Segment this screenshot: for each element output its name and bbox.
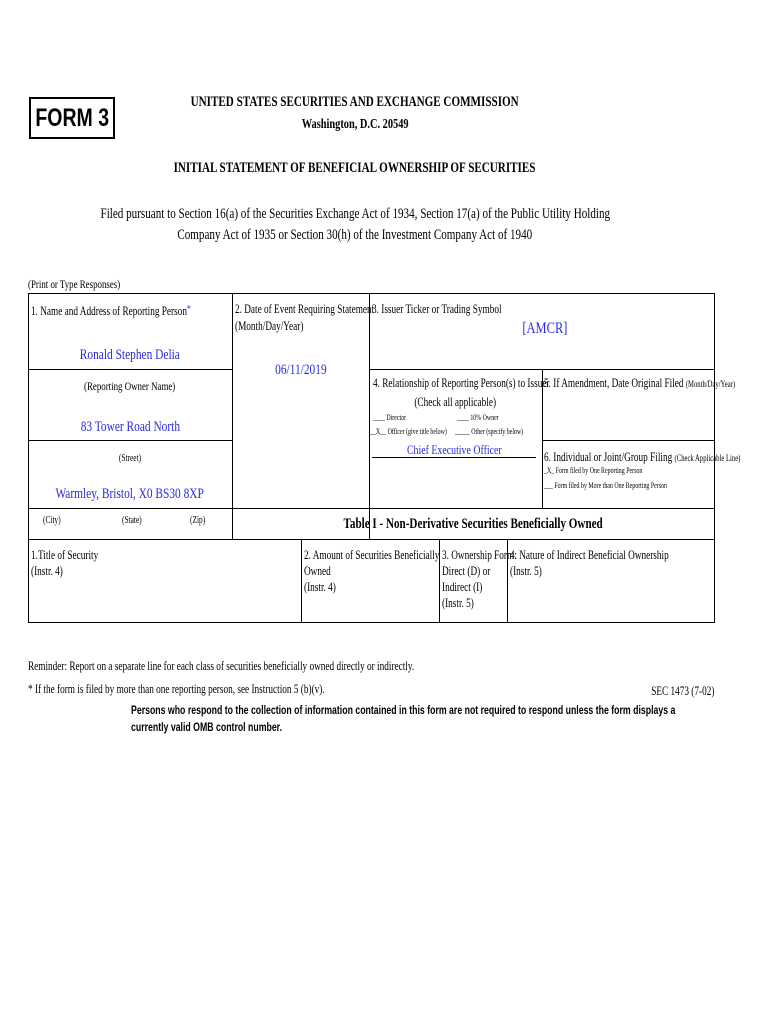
col-ownership-line: Direct (D) or (442, 564, 491, 578)
reminder-note: Reminder: Report on a separate line for each class of securities beneficially owned directly or indirectly. (28, 659, 415, 673)
form-title-wrap (0, 159, 710, 177)
zip-caption: (Zip) (190, 515, 206, 526)
multiple-reporting-persons-option[interactable]: ___ Form filed by More than One Reporting Person (544, 481, 667, 490)
box1-label: 1. Name and Address of Reporting Person (31, 304, 187, 318)
table1-title-wrap (232, 515, 714, 533)
omb-notice-line2: currently valid OMB control number. (131, 722, 283, 734)
reporting-owner-name-wrap (28, 346, 232, 364)
agency-wrap (0, 93, 710, 111)
box4-label-line1: 4. Relationship of Reporting Person(s) to Issuer (373, 376, 550, 390)
ten-percent-owner-option[interactable]: ____ 10% Owner (457, 413, 499, 422)
box2-label-line2: (Month/Day/Year) (235, 319, 304, 333)
col-title-line: 1.Title of Security (31, 548, 99, 562)
filed-pursuant-1-wrap (0, 205, 710, 223)
event-date: 06/11/2019 (274, 362, 327, 378)
col-title-line: (Instr. 4) (31, 564, 63, 578)
ticker-value-wrap (470, 320, 620, 338)
officer-option[interactable]: __X__ Officer (give title below) (370, 427, 447, 436)
street-caption-wrap (28, 448, 232, 466)
sec-code-wrap (600, 682, 714, 700)
form-title: INITIAL STATEMENT OF BENEFICIAL OWNERSHIP OF SECURITIES (174, 160, 536, 176)
street-caption: (Street) (118, 453, 142, 464)
box2-label-line1: 2. Date of Event Requiring Statement (235, 302, 375, 316)
location-wrap (0, 115, 710, 133)
col-amount-line: Owned (304, 564, 331, 578)
table1-col-nature (510, 547, 669, 579)
box5-label-small: (Month/Day/Year) (685, 379, 736, 389)
col-ownership-line: (Instr. 5) (442, 596, 474, 610)
box5-label-wrap (544, 376, 735, 391)
box6-label-wrap (544, 450, 740, 465)
col-ownership-line: 3. Ownership Form: (442, 548, 517, 562)
director-option[interactable]: ____ Director (373, 413, 407, 422)
footnote: * If the form is filed by more than one reporting person, see Instruction 5 (b)(v). (28, 682, 325, 696)
city-line: Warmley, Bristol, X0 BS30 8XP (55, 486, 205, 502)
city-caption: (City) (43, 515, 61, 526)
name-caption-wrap (28, 377, 232, 395)
form-label: FORM 3 (35, 103, 109, 132)
other-option[interactable]: _____ Other (specify below) (455, 427, 524, 436)
filed-pursuant-line1: Filed pursuant to Section 16(a) of the Securities Exchange Act of 1934, Section 17(a) of the Public Utility Holding (100, 206, 610, 222)
print-note: (Print or Type Responses) (28, 277, 121, 291)
col-amount-line: 2. Amount of Securities Beneficially (304, 548, 440, 562)
box6-label-small: (Check Applicable Line) (674, 453, 741, 463)
location: Washington, D.C. 20549 (301, 117, 409, 132)
street-value-wrap (28, 418, 232, 436)
col-ownership-line: Indirect (I) (442, 580, 483, 594)
reporting-owner-name: Ronald Stephen Delia (79, 347, 181, 363)
table1-title: Table I - Non-Derivative Securities Beneficially Owned (343, 516, 603, 532)
omb-notice-line1: Persons who respond to the collection of information contained in this form are not required to respond unless the form displays a (131, 705, 676, 717)
box6-label: 6. Individual or Joint/Group Filing (544, 450, 673, 464)
col-amount-line: (Instr. 4) (304, 580, 336, 594)
officer-title-wrap (372, 441, 536, 459)
city-line-wrap (28, 485, 232, 503)
street-value: 83 Tower Road North (80, 419, 180, 435)
name-caption: (Reporting Owner Name) (84, 379, 176, 393)
state-caption: (State) (122, 515, 142, 526)
box4-label-line2-wrap (369, 393, 542, 411)
table1-col-title (31, 547, 98, 579)
sec-code: SEC 1473 (7-02) (650, 684, 714, 698)
filed-pursuant-line2: Company Act of 1935 or Section 30(h) of the Investment Company Act of 1940 (177, 227, 533, 243)
agency-name: UNITED STATES SECURITIES AND EXCHANGE COMMISSION (190, 94, 520, 110)
col-nature-line: 4. Nature of Indirect Beneficial Ownership (510, 548, 669, 562)
officer-title: Chief Executive Officer (406, 442, 502, 457)
event-date-wrap (232, 361, 369, 379)
box5-label: 5. If Amendment, Date Original Filed (544, 376, 684, 390)
box1-label-wrap (31, 304, 191, 319)
one-reporting-person-option[interactable]: _X_ Form filed by One Reporting Person (544, 466, 643, 475)
col-nature-line: (Instr. 5) (510, 564, 542, 578)
filed-pursuant-2-wrap (0, 226, 710, 244)
box4-label-line2: (Check all applicable) (414, 395, 497, 409)
table1-col-amount (304, 547, 439, 595)
table1-col-ownership-form (442, 547, 517, 611)
box1-asterisk: * (186, 304, 191, 315)
ticker-value: [AMCR] (522, 320, 568, 337)
box3-label: 3. Issuer Ticker or Trading Symbol (372, 302, 502, 316)
